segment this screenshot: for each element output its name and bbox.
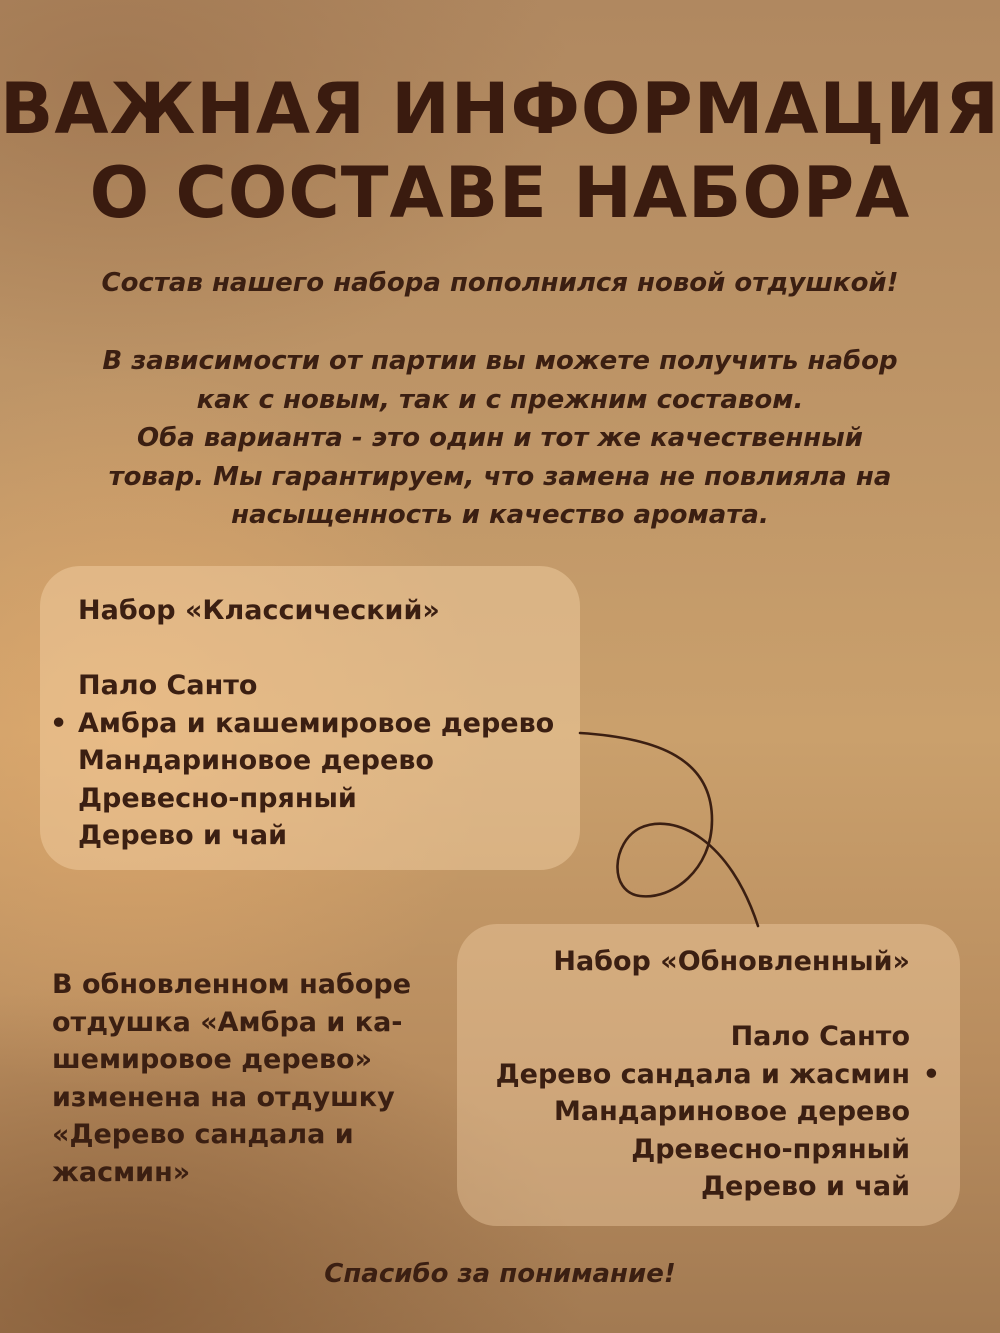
- replacement-note: [52, 966, 452, 1191]
- intro-headline: Состав нашего набора пополнился новой отдушкой!: [101, 268, 899, 298]
- intro-paragraph: [0, 342, 1000, 535]
- note-line: шемировое дерево»: [52, 1044, 373, 1075]
- thanks-message: Спасибо за понимание!: [324, 1259, 676, 1289]
- classic-set-item: Пало Санто: [78, 670, 258, 701]
- classic-set-item: Древесно-пряный: [78, 782, 357, 814]
- intro-line: Оба варианта - это один и тот же качественный: [137, 423, 863, 453]
- connector-line: [580, 733, 758, 926]
- intro-line: насыщенность и качество аромата.: [231, 500, 769, 530]
- note-line: отдушка «Амбра и ка-: [52, 1006, 403, 1038]
- note-line: «Дерево сандала и: [52, 1119, 354, 1150]
- intro-line: В зависимости от партии вы можете получить набор: [102, 346, 898, 376]
- updated-set-list: [496, 1018, 910, 1206]
- classic-set-item-highlighted: • Амбра и кашемировое дерево: [78, 705, 554, 743]
- classic-set-heading: Набор «Классический»: [78, 595, 440, 626]
- updated-set-item-highlighted: Дерево сандала и жасмин •: [496, 1056, 910, 1094]
- updated-set-heading: Набор «Обновленный»: [553, 946, 910, 977]
- classic-set-list: [78, 667, 554, 855]
- note-line: жасмин»: [52, 1156, 191, 1188]
- intro-line: как с новым, так и с прежним составом.: [196, 384, 804, 415]
- classic-set-item: Мандариновое дерево: [78, 745, 434, 776]
- title-line-1: ВАЖНАЯ ИНФОРМАЦИЯ: [0, 68, 1000, 150]
- updated-set-item: Пало Санто: [730, 1021, 910, 1052]
- updated-set-item: Дерево и чай: [700, 1171, 910, 1202]
- classic-set-item: Дерево и чай: [78, 820, 288, 851]
- intro-line: товар. Мы гарантируем, что замена не повлияла на: [108, 461, 892, 492]
- updated-set-item: Древесно-пряный: [631, 1133, 910, 1165]
- note-line: изменена на отдушку: [52, 1081, 395, 1113]
- note-line: В обновленном наборе: [52, 969, 412, 1000]
- updated-set-item: Мандариновое дерево: [554, 1096, 910, 1127]
- title-line-2: О СОСТАВЕ НАБОРА: [89, 152, 911, 234]
